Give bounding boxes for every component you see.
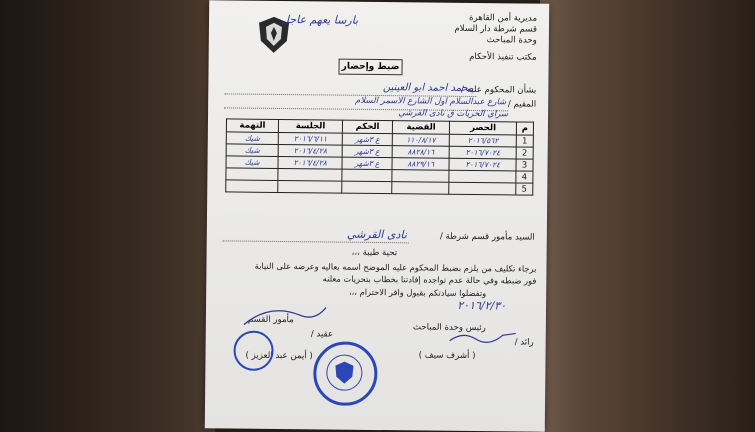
cell-ruling: ع ٣شهر xyxy=(342,133,392,146)
cell-session: ٢٠١٦/٦/١١ xyxy=(278,132,342,145)
cell-session xyxy=(278,168,342,181)
convict-label: بشأن المحكوم عليه / xyxy=(460,84,537,96)
police-eagle-emblem-icon xyxy=(334,361,354,385)
sig-right-rank: رائد / xyxy=(514,337,534,348)
col-header-index: م xyxy=(516,122,533,135)
cell-index: 3 xyxy=(516,159,533,171)
residence-value: شارع عبدالسلام اول الشارع الاسمر السلام xyxy=(355,95,507,108)
col-header-case: القضية xyxy=(392,121,449,135)
addressee-label: السيد مأمور قسم شرطة / xyxy=(439,231,535,243)
cell-charge xyxy=(226,180,278,193)
cell-charge: شيك xyxy=(226,144,278,157)
header-line-3: وحدة المباحث xyxy=(486,35,537,46)
signature-right-scribble xyxy=(448,329,518,346)
cell-session xyxy=(278,180,342,193)
header-line-4: مكتب تنفيذ الأحكام xyxy=(469,51,537,63)
col-header-charge: التهمة xyxy=(226,119,278,133)
cell-ruling: ع ٣شهر xyxy=(342,157,392,170)
cell-ruling xyxy=(342,181,392,194)
background-left xyxy=(0,0,215,432)
header-org-block xyxy=(454,13,537,64)
header-line-1: مديرية أمن القاهرة xyxy=(469,12,538,24)
signature-left-scribble xyxy=(240,301,330,332)
cell-index: 2 xyxy=(516,147,533,159)
background-right xyxy=(540,0,755,432)
body-line-1: برجاء تكليف من يلزم بضبط المحكوم عليه الموضح اسمه بعاليه وعرضه على النيابة xyxy=(254,260,537,274)
cell-hasr xyxy=(449,170,516,183)
cell-hasr xyxy=(449,182,516,195)
cell-charge: شيك xyxy=(226,156,278,169)
official-stamp-icon xyxy=(313,341,378,406)
cell-charge xyxy=(226,168,278,181)
official-stamp-icon xyxy=(233,331,273,371)
cell-index: 4 xyxy=(516,171,533,183)
table-row xyxy=(226,180,533,195)
cell-case: ٨٨٢٨/١٦ xyxy=(392,146,449,159)
cell-case: ٨٨٢٩/١٦ xyxy=(392,158,449,171)
cell-case xyxy=(392,170,449,183)
cell-case xyxy=(392,182,449,195)
document-title: ضبط وإحضار xyxy=(338,59,402,76)
cell-index: 5 xyxy=(516,183,533,195)
body-line-3: وتفضلوا سيادتكم بقبول وافر الاحترام ،،، xyxy=(348,286,487,299)
sig-left-name: ( أيمن عبد العزيز ) xyxy=(245,350,313,362)
cell-hasr: ٢٠١٦/٥٦٢ xyxy=(450,134,517,147)
handwritten-note: بارسا يعهم عاجل xyxy=(280,12,359,27)
cell-session: ٢٠١٦/٤/٢٨ xyxy=(278,156,342,169)
cases-table xyxy=(225,118,534,195)
col-header-session: الجلسة xyxy=(278,119,342,133)
sig-right-name: ( أشرف سيف ) xyxy=(418,350,476,362)
header-line-2: قسم شرطة دار السلام xyxy=(454,23,538,35)
cell-session: ٢٠١٦/٤/٢٨ xyxy=(278,144,342,157)
body-line-2: فور ضبطه وفي حالة عدم تواجده إفادتنا بخطاب بتحريات معلنه xyxy=(322,273,537,286)
col-header-hasr: الحصر xyxy=(450,121,517,135)
col-header-ruling: الحكم xyxy=(343,120,393,134)
document-page xyxy=(205,0,549,432)
sig-left-rank: عقيد / xyxy=(310,329,334,340)
cell-index: 1 xyxy=(516,135,533,147)
cell-case: ١١٠/٨/١٧ xyxy=(392,134,449,147)
handwritten-date: ٢٠١٦/٢/٣٠ xyxy=(457,298,507,313)
greeting: تحية طيبة ،،، xyxy=(351,247,398,259)
cell-hasr: ٢٠١٦/٧٠٢٤ xyxy=(449,158,516,171)
sig-right-title: رئيس وحدة المباحث xyxy=(412,322,486,334)
cell-charge: شيك xyxy=(226,132,278,145)
convict-value: محمد احمد ابو العينين xyxy=(382,82,474,95)
cell-hasr: ٢٠١٦/٧٠٢٤ xyxy=(449,146,516,159)
cell-ruling xyxy=(342,169,392,182)
residence-label: المقيم / xyxy=(507,99,537,110)
cell-ruling: ع ٣شهر xyxy=(342,145,392,158)
residence-line-3: سراي الحريات ق نادى القرشي xyxy=(398,108,509,120)
addressee-value: نادى القرشي xyxy=(346,227,407,242)
sig-left-title: مأمور القسم xyxy=(247,314,294,326)
